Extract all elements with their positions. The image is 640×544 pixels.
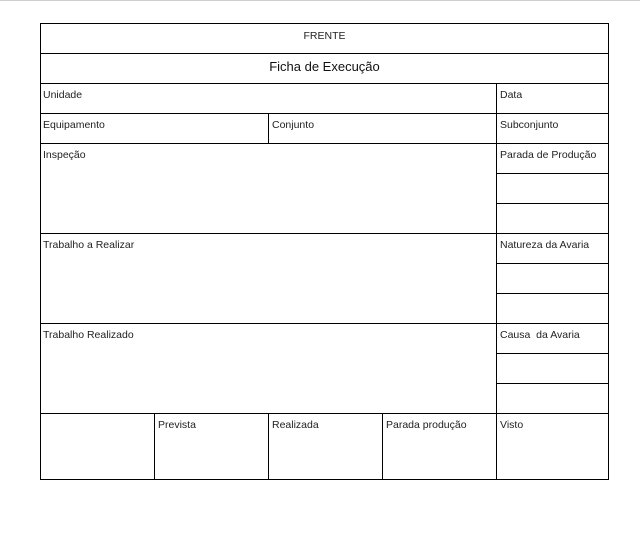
- conjunto-label: Conjunto: [272, 119, 315, 131]
- prevista-label: Prevista: [158, 419, 196, 431]
- equipamento-label: Equipamento: [43, 119, 105, 131]
- divider: [496, 263, 608, 264]
- divider: [496, 173, 608, 174]
- trabalho-a-realizar-label: Trabalho a Realizar: [43, 239, 135, 251]
- divider: [496, 203, 608, 204]
- divider: [268, 413, 269, 479]
- divider: [41, 143, 608, 144]
- divider: [41, 113, 608, 114]
- divider: [496, 383, 608, 384]
- divider: [41, 323, 608, 324]
- divider: [154, 413, 155, 479]
- execution-form: [40, 23, 609, 480]
- top-border-line: [0, 0, 640, 1]
- visto-label: Visto: [500, 419, 524, 431]
- divider: [382, 413, 383, 479]
- realizada-label: Realizada: [272, 419, 319, 431]
- divider: [41, 233, 608, 234]
- parada-producao-label: Parada produção: [386, 419, 467, 431]
- causa-da-avaria-label: Causa da Avaria: [500, 329, 580, 341]
- parada-de-producao-label: Parada de Produção: [500, 149, 597, 161]
- data-label: Data: [500, 89, 523, 101]
- divider: [496, 353, 608, 354]
- divider: [496, 293, 608, 294]
- unidade-label: Unidade: [43, 89, 83, 101]
- natureza-da-avaria-label: Natureza da Avaria: [500, 239, 590, 251]
- divider: [268, 113, 269, 143]
- trabalho-realizado-label: Trabalho Realizado: [43, 329, 134, 341]
- divider: [41, 413, 608, 414]
- divider: [41, 53, 608, 54]
- divider: [496, 83, 497, 479]
- inspecao-label: Inspeção: [43, 149, 86, 161]
- divider: [41, 83, 608, 84]
- subconjunto-label: Subconjunto: [500, 119, 559, 131]
- form-title: Ficha de Execução: [269, 59, 380, 74]
- form-header: FRENTE: [303, 30, 346, 42]
